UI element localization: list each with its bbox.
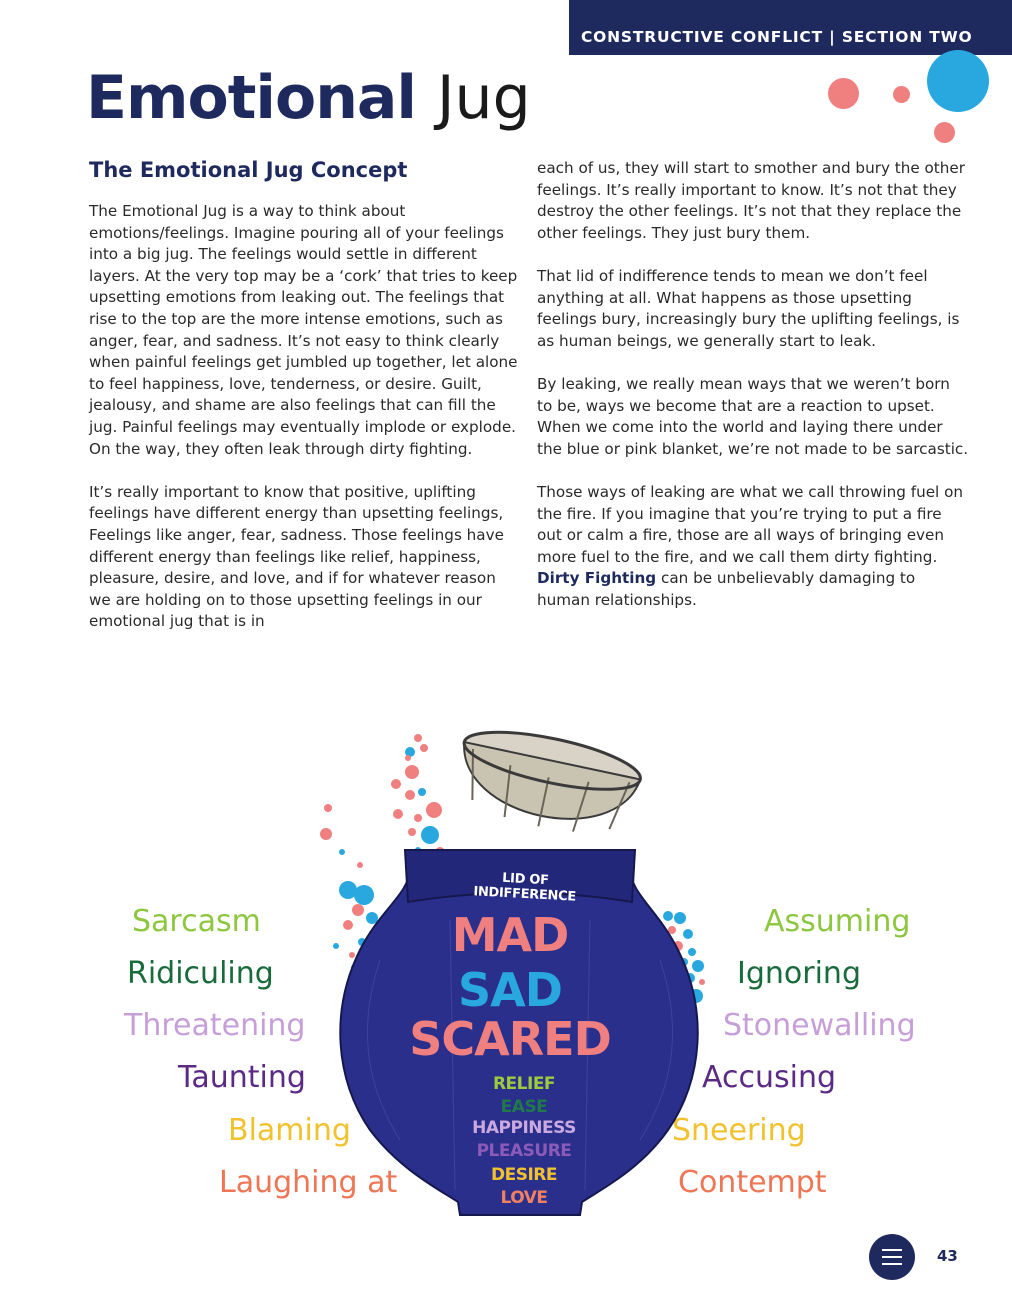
behavior-left-ridiculing: Ridiculing <box>127 956 274 991</box>
behavior-right-ignoring: Ignoring <box>737 956 861 991</box>
page-number: 43 <box>937 1247 958 1265</box>
emotion-ease: EASE <box>500 1097 548 1117</box>
behavior-right-contempt: Contempt <box>678 1165 827 1200</box>
page-title <box>86 58 531 138</box>
emotion-sad: SAD <box>458 963 562 1017</box>
emotion-scared: SCARED <box>409 1012 611 1066</box>
behavior-left-laughing-at: Laughing at <box>219 1165 398 1200</box>
paragraph: That lid of indifference tends to mean we don’t feel anything at all. What happens as those upsetting feelings bury, increasingly bury the uplifting feelings, is as human beings, we generally start to leak. <box>537 266 960 350</box>
emotion-love: LOVE <box>500 1188 548 1208</box>
emotion-desire: DESIRE <box>491 1165 557 1185</box>
behavior-left-sarcasm: Sarcasm <box>132 904 261 939</box>
menu-line <box>882 1256 902 1258</box>
behavior-left-taunting: Taunting <box>178 1060 306 1095</box>
page-title-bold: Emotional <box>86 63 416 133</box>
dirty-fighting-term: Dirty Fighting <box>537 569 657 588</box>
section-header <box>569 0 1012 55</box>
section-heading: The Emotional Jug Concept <box>89 158 408 182</box>
paragraph-text: can be unbelievably damaging to human relationships. <box>537 569 916 609</box>
paragraph: By leaking, we really mean ways that we weren’t born to be, ways we become that are a reaction to upset. When we come into the world and laying there under the blue or pink blanket, we’re not made to be sarcastic. <box>537 374 969 458</box>
section-label: CONSTRUCTIVE CONFLICT | SECTION TWO <box>581 28 973 46</box>
paragraph: It’s really important to know that positive, uplifting feelings have different energy than upsetting feelings, Feelings like anger, fear, sadness. Those feelings have different energy than feelings like relief, happiness, pleasure, desire, and love, and if for whatever reason we are holding on to those upsetting feelings in our emotional jug that is in <box>89 482 504 631</box>
behavior-left-threatening: Threatening <box>124 1008 306 1043</box>
decorative-dot-pink <box>828 78 859 109</box>
paragraph-last <box>537 482 969 612</box>
menu-line <box>882 1249 902 1251</box>
emotion-pleasure: PLEASURE <box>476 1141 572 1161</box>
paragraph: each of us, they will start to smother and bury the other feelings. It’s really important to know. It’s not that they destroy the other feelings. It’s not that they replace the other feelings. They just bury them. <box>537 159 965 242</box>
emotion-relief: RELIEF <box>492 1074 556 1094</box>
decorative-dot-pink-low <box>934 122 955 143</box>
lid-of-indifference-label: LID OF INDIFFERENCE <box>472 870 577 905</box>
body-column-left <box>89 201 519 654</box>
paragraph: The Emotional Jug is a way to think about emotions/feelings. Imagine pouring all of your feelings into a big jug. The feelings would settle in different layers. At the very top may be a ‘cork’ that tries to keep upsetting emotions from leaking out. The feelings that rise to the top are the more intense emotions, such as anger, fear, and sadness. It’s not easy to think clearly when painful feelings get jumbled up together, let alone to feel happiness, love, tenderness, or desire. Guilt, jealousy, and shame are also feelings that can fill the jug. Painful feelings may eventually implode or explode. On the way, they often leak through dirty fighting. <box>89 202 518 458</box>
decorative-dot-large-blue <box>927 50 989 112</box>
behavior-left-blaming: Blaming <box>228 1113 351 1148</box>
behavior-right-accusing: Accusing <box>702 1060 837 1095</box>
behavior-right-stonewalling: Stonewalling <box>723 1008 916 1043</box>
paragraph-text: Those ways of leaking are what we call throwing fuel on the fire. If you imagine that you’re trying to put a fire out or calm a fire, those are all ways of bringing even more fuel to the fire, and we call them dirty fighting. <box>537 482 964 566</box>
menu-line <box>882 1263 902 1265</box>
body-column-right <box>537 158 969 633</box>
hamburger-menu-icon[interactable] <box>869 1234 915 1280</box>
emotion-mad: MAD <box>451 908 569 962</box>
lid-of-indifference-cork <box>450 721 645 845</box>
page-title-light: Jug <box>436 63 531 133</box>
behavior-right-sneering: Sneering <box>672 1113 806 1148</box>
decorative-dot-pink-small <box>893 86 910 103</box>
emotional-jug-illustration <box>300 720 740 1230</box>
emotion-happiness: HAPPINESS <box>472 1118 576 1138</box>
behavior-right-assuming: Assuming <box>764 904 911 939</box>
